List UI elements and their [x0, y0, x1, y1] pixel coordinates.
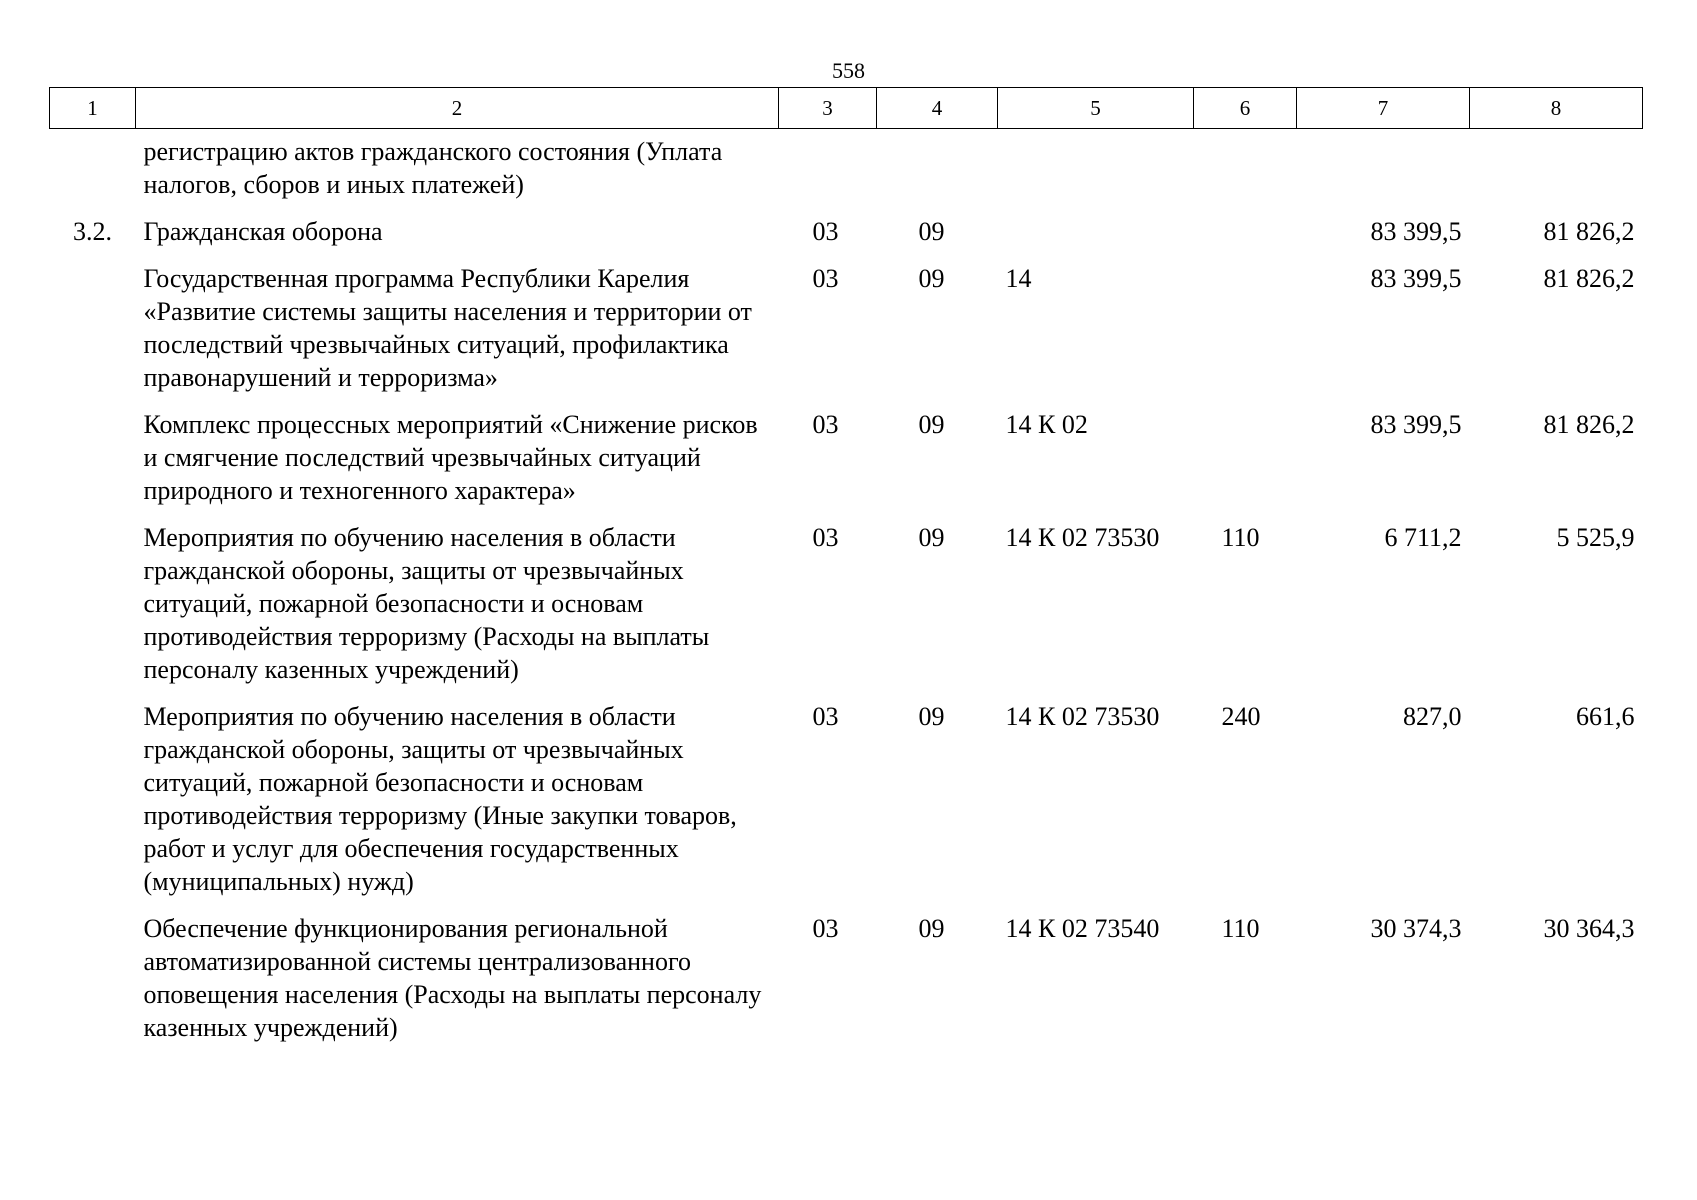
row-subsection: 09	[918, 264, 945, 293]
table-row	[50, 215, 1643, 262]
row-expense-type: 110	[1221, 523, 1260, 552]
row-amount-col7: 827,0	[1403, 702, 1462, 731]
table-row	[50, 700, 1643, 912]
header-col-8: 8	[1470, 88, 1643, 129]
table-body	[50, 129, 1643, 1059]
row-name: Государственная программа Республики Карелия «Развитие системы защиты населения и территории от последствий чрезвычайных ситуаций, профилактика правонарушений и терроризма»	[143, 264, 752, 392]
header-col-5: 5	[998, 88, 1194, 129]
row-section: 03	[812, 217, 839, 246]
row-target-code: 14	[1005, 264, 1032, 293]
row-amount-col7: 83 399,5	[1370, 264, 1462, 293]
row-number	[50, 521, 136, 700]
row-number	[50, 408, 136, 521]
table-row	[50, 521, 1643, 700]
row-section	[779, 129, 877, 216]
row-amount-col8: 81 826,2	[1543, 264, 1635, 293]
row-subsection: 09	[918, 217, 945, 246]
row-section: 03	[812, 702, 839, 731]
row-expense-type	[1194, 215, 1297, 262]
row-expense-type	[1194, 262, 1297, 408]
row-expense-type	[1194, 129, 1297, 216]
row-amount-col8: 5 525,9	[1556, 523, 1635, 552]
row-expense-type: 240	[1221, 702, 1261, 731]
row-target-code: 14 К 02	[1005, 410, 1088, 439]
table-row	[50, 262, 1643, 408]
table-row	[50, 912, 1643, 1058]
row-target-code: 14 К 02 73530	[1005, 702, 1160, 731]
row-name: Обеспечение функционирования региональной автоматизированной системы централизованного оповещения населения (Расходы на выплаты персоналу казенных учреждений)	[143, 914, 762, 1042]
page-number: 558	[832, 58, 865, 83]
row-amount-col8: 81 826,2	[1543, 217, 1635, 246]
header-col-4: 4	[877, 88, 998, 129]
row-subsection: 09	[918, 702, 945, 731]
row-subsection	[877, 129, 998, 216]
header-col-7: 7	[1297, 88, 1470, 129]
row-number	[50, 129, 136, 216]
row-subsection: 09	[918, 914, 945, 943]
header-row	[50, 88, 1643, 129]
row-amount-col8: 30 364,3	[1543, 914, 1635, 943]
row-amount-col7: 6 711,2	[1384, 523, 1462, 552]
row-section: 03	[812, 914, 839, 943]
table-row	[50, 408, 1643, 521]
row-subsection: 09	[918, 523, 945, 552]
header-col-6: 6	[1194, 88, 1297, 129]
budget-table	[49, 87, 1643, 1058]
row-amount-col8: 81 826,2	[1543, 410, 1635, 439]
row-target-code: 14 К 02 73540	[1005, 914, 1160, 943]
table-header	[50, 88, 1643, 129]
row-name: регистрацию актов гражданского состояния (Уплата налогов, сборов и иных платежей)	[143, 137, 723, 199]
row-number	[50, 912, 136, 1058]
row-amount-col7: 83 399,5	[1370, 410, 1462, 439]
header-col-3: 3	[779, 88, 877, 129]
row-name: Гражданская оборона	[143, 217, 383, 246]
row-section: 03	[812, 264, 839, 293]
row-name: Комплекс процессных мероприятий «Снижение рисков и смягчение последствий чрезвычайных ситуаций природного и техногенного характера»	[143, 410, 758, 505]
row-target-code	[998, 129, 1194, 216]
row-amount-col8	[1470, 129, 1643, 216]
row-name: Мероприятия по обучению населения в области гражданской обороны, защиты от чрезвычайных ситуаций, пожарной безопасности и основам противодействия терроризму (Расходы на выплаты персоналу казенных учреждений)	[143, 523, 710, 684]
row-amount-col7: 30 374,3	[1370, 914, 1462, 943]
row-name: Мероприятия по обучению населения в области гражданской обороны, защиты от чрезвычайных ситуаций, пожарной безопасности и основам противодействия терроризму (Иные закупки товаров, работ и услуг для обеспечения государственных (муниципальных) нужд)	[143, 702, 737, 896]
row-number: 3.2.	[73, 217, 112, 246]
row-expense-type	[1194, 408, 1297, 521]
row-amount-col8: 661,6	[1576, 702, 1635, 731]
row-section: 03	[812, 523, 839, 552]
row-number	[50, 700, 136, 912]
header-col-2: 2	[136, 88, 779, 129]
row-subsection: 09	[918, 410, 945, 439]
row-number	[50, 262, 136, 408]
row-section: 03	[812, 410, 839, 439]
table-row	[50, 129, 1643, 216]
header-col-1: 1	[50, 88, 136, 129]
row-amount-col7: 83 399,5	[1370, 217, 1462, 246]
row-amount-col7	[1297, 129, 1470, 216]
row-target-code	[998, 215, 1194, 262]
row-target-code: 14 К 02 73530	[1005, 523, 1160, 552]
row-expense-type: 110	[1221, 914, 1260, 943]
